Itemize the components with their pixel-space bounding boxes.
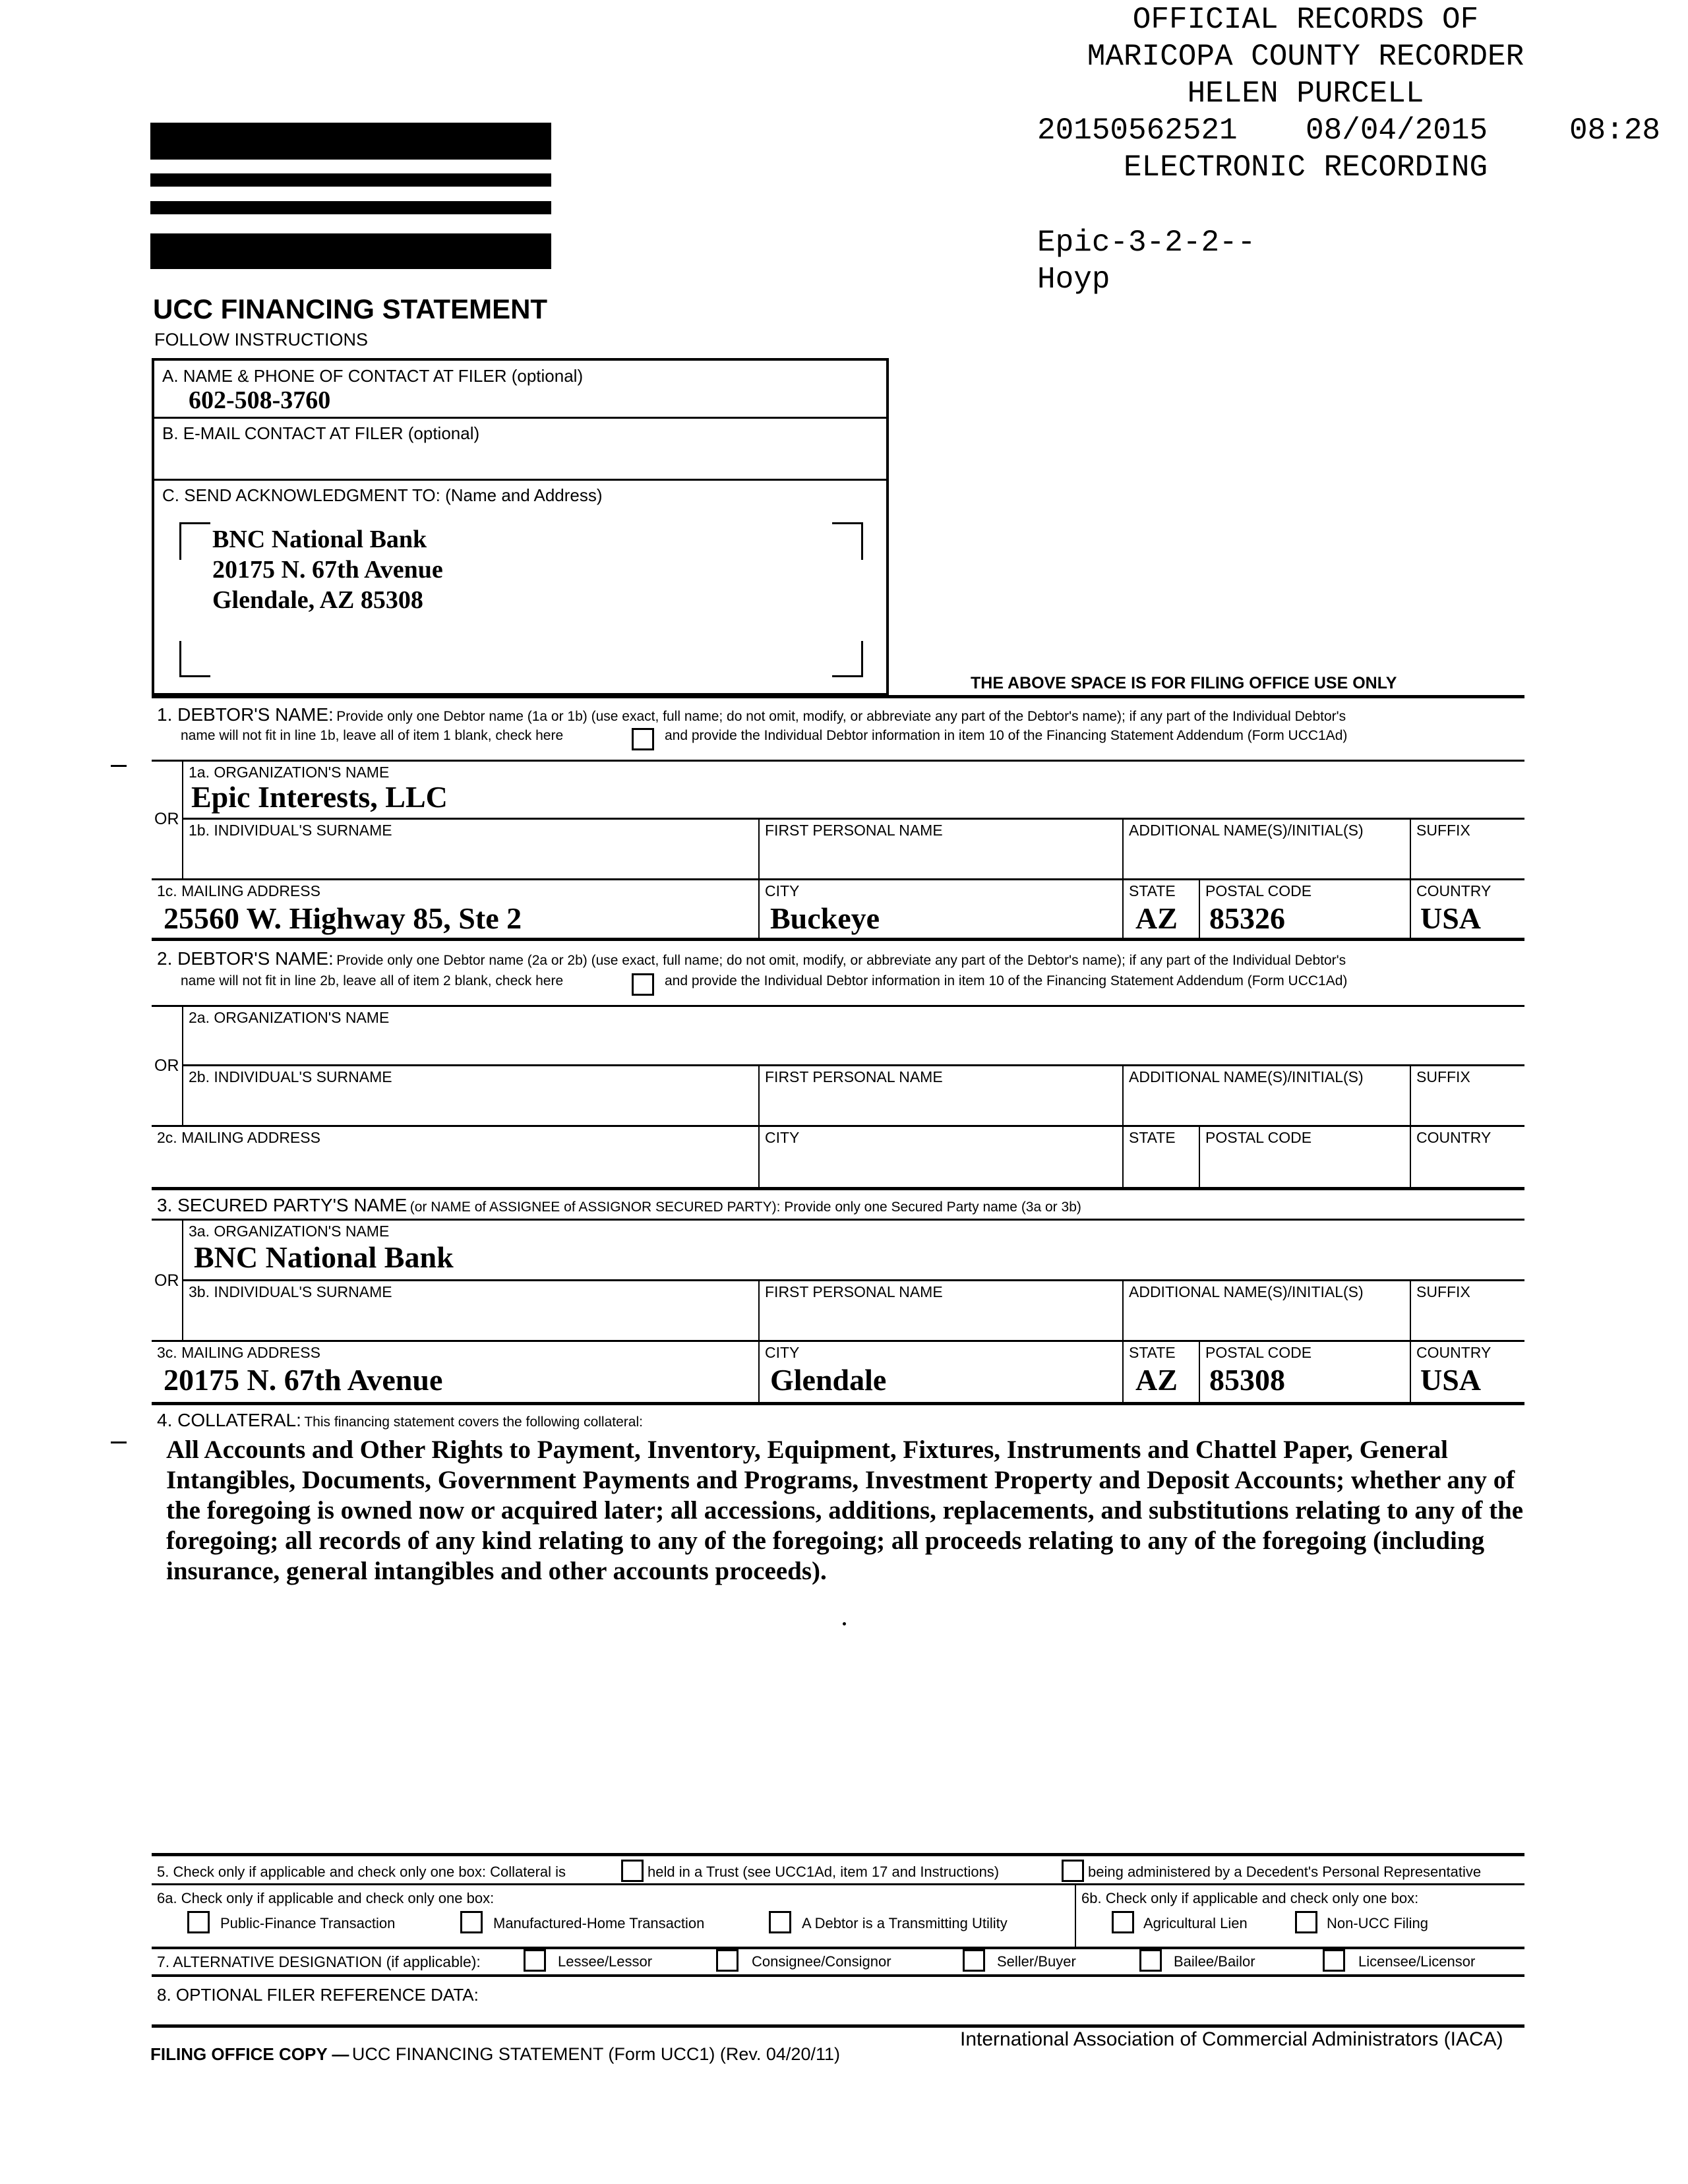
debtor1-address[interactable]: 25560 W. Highway 85, Ste 2 [164, 901, 522, 935]
item7-opt3-label: Seller/Buyer [997, 1953, 1076, 1970]
divider [152, 760, 1524, 762]
divider [152, 1974, 1524, 1977]
debtor2-heading-main: 2. DEBTOR'S NAME: [157, 948, 334, 969]
secured-city-label: CITY [765, 1344, 800, 1361]
section-rule [152, 695, 1524, 698]
debtor2-org-label: 2a. ORGANIZATION'S NAME [189, 1009, 390, 1026]
item5-trust-checkbox[interactable] [621, 1860, 644, 1882]
bracket-top-right [832, 522, 863, 560]
debtor1-heading-main: 1. DEBTOR'S NAME: [157, 704, 334, 725]
secured-address[interactable]: 20175 N. 67th Avenue [164, 1363, 443, 1397]
contact-b-label: B. E-MAIL CONTACT AT FILER (optional) [162, 423, 480, 443]
footer-iaca: International Association of Commercial Administrators (IACA) [960, 2028, 1503, 2050]
debtor2-heading-text: Provide only one Debtor name (2a or 2b) (use exact, full name; do not omit, modify, or abbreviate any part of the Debtor's name); if any part of the Individual Debtor's [336, 953, 1346, 968]
secured-postal[interactable]: 85308 [1209, 1363, 1285, 1397]
divider [1122, 1125, 1124, 1187]
item6a-manufactured-home-checkbox[interactable] [460, 1911, 483, 1933]
item8-reference-field[interactable] [514, 1981, 1517, 2007]
divider [1122, 1279, 1124, 1340]
item7-opt1-label: Lessee/Lessor [558, 1953, 653, 1970]
collateral-line: insurance, general intangibles and other accounts proceeds). [166, 1557, 827, 1585]
divider [152, 1340, 1524, 1342]
margin-mark [111, 1441, 127, 1443]
collateral-line: Intangibles, Documents, Government Payments and Programs, Investment Property and Deposit Accounts; whether any of [166, 1466, 1515, 1494]
item7-lessee-checkbox[interactable] [524, 1949, 546, 1972]
debtor1-surname-label: 1b. INDIVIDUAL'S SURNAME [189, 822, 392, 839]
item5-opt2-label: being administered by a Decedent's Personal Representative [1088, 1864, 1482, 1880]
secured-state-label: STATE [1129, 1344, 1176, 1361]
divider [758, 1340, 760, 1402]
debtor1-heading [157, 704, 1524, 725]
debtor2-additional-label: ADDITIONAL NAME(S)/INITIAL(S) [1129, 1068, 1364, 1085]
secured-state[interactable]: AZ [1135, 1363, 1178, 1397]
item6a-opt3-label: A Debtor is a Transmitting Utility [802, 1915, 1008, 1931]
debtor1-postal-label: POSTAL CODE [1205, 882, 1312, 899]
collateral-heading [157, 1410, 643, 1431]
collateral-line: foregoing; all records of any kind relating to any of the foregoing; all proceeds relating to any of the foregoing (including [166, 1527, 1485, 1555]
stamp-line-1: OFFICIAL RECORDS OF [1132, 3, 1479, 37]
collateral-line: All Accounts and Other Rights to Payment, Inventory, Equipment, Fixtures, Instruments and Chattel Paper, General [166, 1436, 1448, 1464]
debtor2-heading-text2a: name will not fit in line 2b, leave all of item 2 blank, check here [181, 973, 564, 988]
divider [182, 1279, 1524, 1281]
section-rule [152, 2024, 1524, 2028]
divider [1122, 1340, 1124, 1402]
secured-first-name-label: FIRST PERSONAL NAME [765, 1283, 943, 1300]
divider [758, 1279, 760, 1340]
debtor2-postal-label: POSTAL CODE [1205, 1129, 1312, 1146]
item6a-public-finance-checkbox[interactable] [187, 1911, 210, 1933]
ack-line-3: Glendale, AZ 85308 [212, 586, 423, 614]
secured-address-label: 3c. MAILING ADDRESS [157, 1344, 320, 1361]
item8-label: 8. OPTIONAL FILER REFERENCE DATA: [157, 1985, 479, 2005]
item6b-opt2-label: Non-UCC Filing [1327, 1915, 1429, 1931]
secured-org-label: 3a. ORGANIZATION'S NAME [189, 1223, 390, 1240]
debtor2-individual-checkbox[interactable] [632, 973, 654, 996]
debtor2-city-label: CITY [765, 1129, 800, 1146]
item5-label: 5. Check only if applicable and check only one box: Collateral is [157, 1864, 566, 1880]
divider [1199, 1340, 1200, 1402]
item7-licensee-checkbox[interactable] [1323, 1949, 1345, 1972]
debtor1-heading-text2a: name will not fit in line 1b, leave all of item 1 blank, check here [181, 728, 564, 743]
collateral-line: the foregoing is owned now or acquired later; all accessions, additions, replacements, and substitutions relating to any of the [166, 1496, 1524, 1525]
divider [182, 818, 1524, 820]
form-title: UCC FINANCING STATEMENT [153, 293, 548, 324]
debtor1-state[interactable]: AZ [1135, 901, 1178, 935]
collateral-heading-text: This financing statement covers the following collateral: [304, 1414, 643, 1430]
stamp-date: 08/04/2015 [1306, 113, 1488, 148]
ack-address [212, 524, 443, 615]
debtor1-state-label: STATE [1129, 882, 1176, 899]
item7-opt5-label: Licensee/Licensor [1358, 1953, 1476, 1970]
redaction-bar [150, 233, 551, 269]
collateral-heading-main: 4. COLLATERAL: [157, 1410, 301, 1430]
item6b-label: 6b. Check only if applicable and check only one box: [1081, 1890, 1419, 1906]
divider [152, 1125, 1524, 1127]
footer-left [150, 2044, 840, 2065]
debtor1-postal[interactable]: 85326 [1209, 901, 1285, 935]
item7-label: 7. ALTERNATIVE DESIGNATION (if applicable): [157, 1953, 481, 1970]
divider [152, 1005, 1524, 1007]
section-rule [152, 938, 1524, 941]
secured-org-name[interactable]: BNC National Bank [194, 1240, 454, 1274]
collateral-description[interactable] [166, 1435, 1523, 1587]
divider [758, 818, 760, 878]
item7-bailee-checkbox[interactable] [1139, 1949, 1162, 1972]
divider [152, 1883, 1524, 1885]
ack-line-1: BNC National Bank [212, 526, 427, 553]
item5-opt1-label: held in a Trust (see UCC1Ad, item 17 and Instructions) [648, 1864, 1000, 1880]
debtor2-state-label: STATE [1129, 1129, 1176, 1146]
contact-a-label: A. NAME & PHONE OF CONTACT AT FILER (optional) [162, 366, 584, 386]
footer-copy-label: FILING OFFICE COPY — [150, 2044, 349, 2064]
divider [152, 1947, 1524, 1949]
divider [1410, 1340, 1411, 1402]
divider [1122, 818, 1124, 878]
secured-heading-text: (or NAME of ASSIGNEE of ASSIGNOR SECURED PARTY): Provide only one Secured Party name (3a or 3b) [409, 1199, 1081, 1215]
debtor2-heading [157, 948, 1524, 969]
filing-office-note: THE ABOVE SPACE IS FOR FILING OFFICE USE ONLY [971, 674, 1397, 692]
debtor2-first-name-label: FIRST PERSONAL NAME [765, 1068, 943, 1085]
follow-instructions: FOLLOW INSTRUCTIONS [154, 330, 369, 349]
secured-heading-main: 3. SECURED PARTY'S NAME [157, 1195, 407, 1215]
debtor1-heading-text2b: and provide the Individual Debtor information in item 10 of the Financing Statement Addendum (Form UCC1Ad) [665, 728, 1348, 743]
stamp-doc-number: 20150562521 [1037, 113, 1238, 148]
divider [152, 479, 889, 481]
debtor2-heading-text2b: and provide the Individual Debtor information in item 10 of the Financing Statement Addendum (Form UCC1Ad) [665, 973, 1348, 988]
or-label: OR [154, 1056, 179, 1075]
secured-city[interactable]: Glendale [770, 1363, 887, 1397]
stray-dot [843, 1622, 846, 1625]
item6b-opt1-label: Agricultural Lien [1143, 1915, 1248, 1931]
item6a-opt1-label: Public-Finance Transaction [220, 1915, 396, 1931]
divider [1122, 1064, 1124, 1125]
debtor1-city[interactable]: Buckeye [770, 901, 880, 935]
debtor1-first-name-label: FIRST PERSONAL NAME [765, 822, 943, 839]
divider [1199, 1125, 1200, 1187]
divider [1410, 1064, 1411, 1125]
bracket-bottom-right [832, 641, 863, 677]
divider [1410, 878, 1411, 938]
redaction-bar [150, 123, 551, 160]
section-rule [152, 1187, 1524, 1190]
debtor1-additional-label: ADDITIONAL NAME(S)/INITIAL(S) [1129, 822, 1364, 839]
secured-heading [157, 1195, 1081, 1216]
margin-mark [111, 765, 127, 767]
item6a-transmitting-utility-checkbox[interactable] [769, 1911, 791, 1933]
divider [152, 1219, 1524, 1221]
stamp-line-3: HELEN PURCELL [1187, 76, 1424, 111]
section-rule [152, 1853, 1524, 1856]
secured-country[interactable]: USA [1420, 1363, 1482, 1397]
stamp-line-2: MARICOPA COUNTY RECORDER [1087, 40, 1524, 74]
debtor1-org-name[interactable]: Epic Interests, LLC [191, 780, 448, 814]
item6b-non-ucc-checkbox[interactable] [1295, 1911, 1317, 1933]
contact-a-phone[interactable]: 602-508-3760 [189, 386, 331, 414]
stamp-code-2: Hoyp [1037, 262, 1110, 297]
debtor1-individual-checkbox[interactable] [632, 728, 654, 750]
secured-postal-label: POSTAL CODE [1205, 1344, 1312, 1361]
debtor2-country-label: COUNTRY [1416, 1129, 1492, 1146]
stamp-line-5: ELECTRONIC RECORDING [1123, 150, 1488, 185]
item7-opt4-label: Bailee/Bailor [1174, 1953, 1255, 1970]
secured-additional-label: ADDITIONAL NAME(S)/INITIAL(S) [1129, 1283, 1364, 1300]
or-label: OR [154, 1271, 179, 1290]
item6a-opt2-label: Manufactured-Home Transaction [493, 1915, 705, 1931]
debtor2-address-label: 2c. MAILING ADDRESS [157, 1129, 320, 1146]
divider [182, 1064, 1524, 1066]
debtor2-surname-label: 2b. INDIVIDUAL'S SURNAME [189, 1068, 392, 1085]
item6b-agricultural-lien-checkbox[interactable] [1112, 1911, 1134, 1933]
divider [1122, 878, 1124, 938]
item5-decedent-checkbox[interactable] [1062, 1860, 1084, 1882]
divider [758, 1125, 760, 1187]
redaction-bar [150, 173, 551, 187]
debtor1-org-label: 1a. ORGANIZATION'S NAME [189, 764, 390, 781]
ack-line-2: 20175 N. 67th Avenue [212, 556, 443, 584]
secured-country-label: COUNTRY [1416, 1344, 1492, 1361]
divider [758, 1064, 760, 1125]
item7-consignee-checkbox[interactable] [716, 1949, 738, 1972]
redaction-bar [150, 201, 551, 214]
debtor1-city-label: CITY [765, 882, 800, 899]
debtor1-country-label: COUNTRY [1416, 882, 1492, 899]
or-label: OR [154, 810, 179, 828]
bracket-bottom-left [179, 641, 210, 677]
divider [758, 878, 760, 938]
contact-c-label: C. SEND ACKNOWLEDGMENT TO: (Name and Address) [162, 485, 603, 505]
footer-form-name: UCC FINANCING STATEMENT (Form UCC1) (Rev. 04/20/11) [351, 2044, 840, 2064]
divider [152, 878, 1524, 880]
debtor1-suffix-label: SUFFIX [1416, 822, 1470, 839]
divider [152, 417, 889, 419]
item6a-label: 6a. Check only if applicable and check only one box: [157, 1890, 495, 1906]
divider [1410, 818, 1411, 878]
debtor1-heading-text: Provide only one Debtor name (1a or 1b) (use exact, full name; do not omit, modify, or abbreviate any part of the Debtor's name); if any part of the Individual Debtor's [336, 709, 1346, 724]
divider [1410, 1279, 1411, 1340]
divider [1410, 1125, 1411, 1187]
bracket-top-left [179, 522, 210, 560]
debtor1-country[interactable]: USA [1420, 901, 1482, 935]
item7-seller-checkbox[interactable] [963, 1949, 985, 1972]
item7-opt2-label: Consignee/Consignor [752, 1953, 891, 1970]
divider [1075, 1883, 1076, 1947]
secured-suffix-label: SUFFIX [1416, 1283, 1470, 1300]
secured-surname-label: 3b. INDIVIDUAL'S SURNAME [189, 1283, 392, 1300]
debtor2-suffix-label: SUFFIX [1416, 1068, 1470, 1085]
stamp-time: 08:28 [1569, 113, 1661, 148]
debtor1-address-label: 1c. MAILING ADDRESS [157, 882, 320, 899]
stamp-code-1: Epic-3-2-2-- [1037, 226, 1256, 260]
divider [1199, 878, 1200, 938]
section-rule [152, 1402, 1524, 1405]
